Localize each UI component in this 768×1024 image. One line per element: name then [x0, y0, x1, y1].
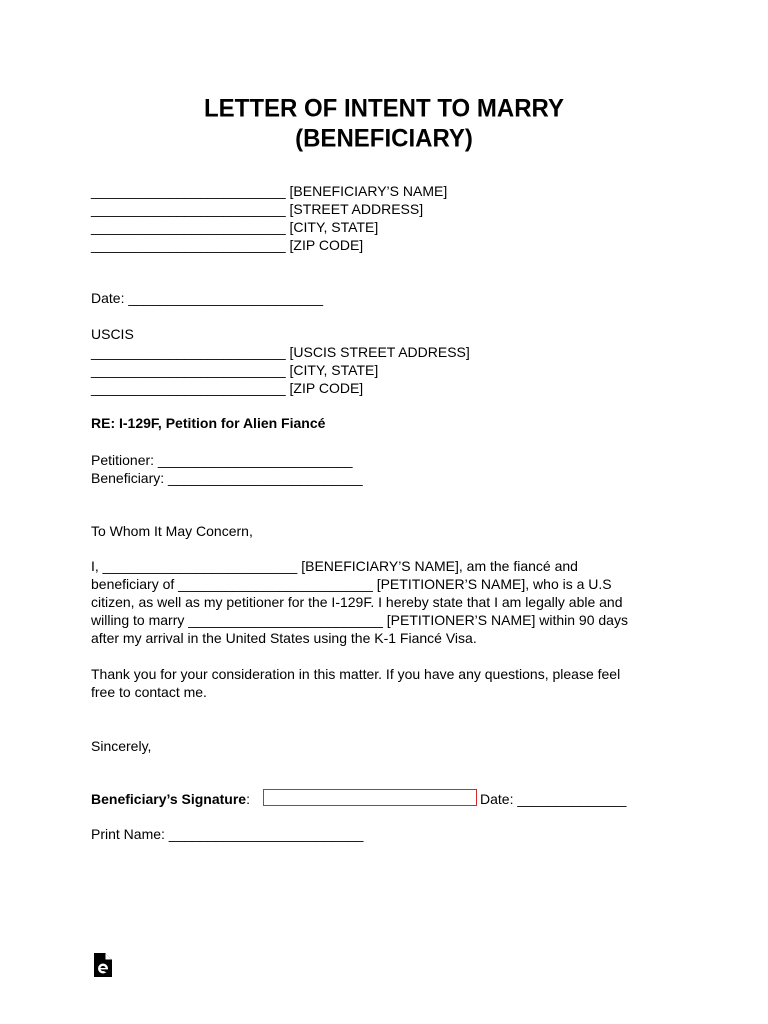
- uscis-city-state-line[interactable]: _________________________ [CITY, STATE]: [91, 362, 379, 378]
- signature-row: [91, 790, 250, 808]
- document-title-line-1: LETTER OF INTENT TO MARRY: [204, 94, 564, 123]
- signature-label: Beneficiary’s Signature: [91, 791, 247, 807]
- body-paragraph: I, _________________________ [BENEFICIARY’S NAME], am the fiancé and beneficiary of _________________________ [PETITIONER’S NAME], who is a U.S citizen, as well as my petitioner for the I-129F. I hereby state that I am legally able and willing to marry _________________________ [PETITIONER’S NAME] within 90 days after my arrival in the United States using the K-1 Fiancé Visa.: [91, 558, 628, 646]
- salutation: To Whom It May Concern,: [91, 523, 253, 539]
- eforms-logo-icon: [92, 951, 114, 979]
- signature-colon: :: [246, 791, 250, 807]
- re-subject-line: RE: I-129F, Petition for Alien Fiancé: [91, 415, 326, 431]
- date-line[interactable]: Date: _________________________: [91, 290, 324, 306]
- signature-date-line[interactable]: Date: ______________: [480, 791, 627, 807]
- closing: Sincerely,: [91, 738, 152, 754]
- beneficiary-city-state-line[interactable]: _________________________ [CITY, STATE]: [91, 219, 379, 235]
- beneficiary-line[interactable]: Beneficiary: _________________________: [91, 470, 363, 486]
- uscis-zip-line[interactable]: _________________________ [ZIP CODE]: [91, 380, 364, 396]
- uscis-street-line[interactable]: _________________________ [USCIS STREET ADDRESS]: [91, 344, 470, 360]
- document-title-line-2: (BENEFICIARY): [295, 124, 473, 153]
- beneficiary-zip-line[interactable]: _________________________ [ZIP CODE]: [91, 237, 364, 253]
- print-name-line[interactable]: Print Name: _________________________: [91, 826, 364, 842]
- beneficiary-street-line[interactable]: _________________________ [STREET ADDRESS]: [91, 201, 424, 217]
- beneficiary-name-line[interactable]: _________________________ [BENEFICIARY’S NAME]: [91, 183, 448, 199]
- petitioner-line[interactable]: Petitioner: _________________________: [91, 452, 353, 468]
- signature-field[interactable]: [263, 789, 477, 806]
- recipient-name: USCIS: [91, 326, 134, 342]
- thanks-paragraph: Thank you for your consideration in this matter. If you have any questions, please feel free to contact me.: [91, 666, 621, 700]
